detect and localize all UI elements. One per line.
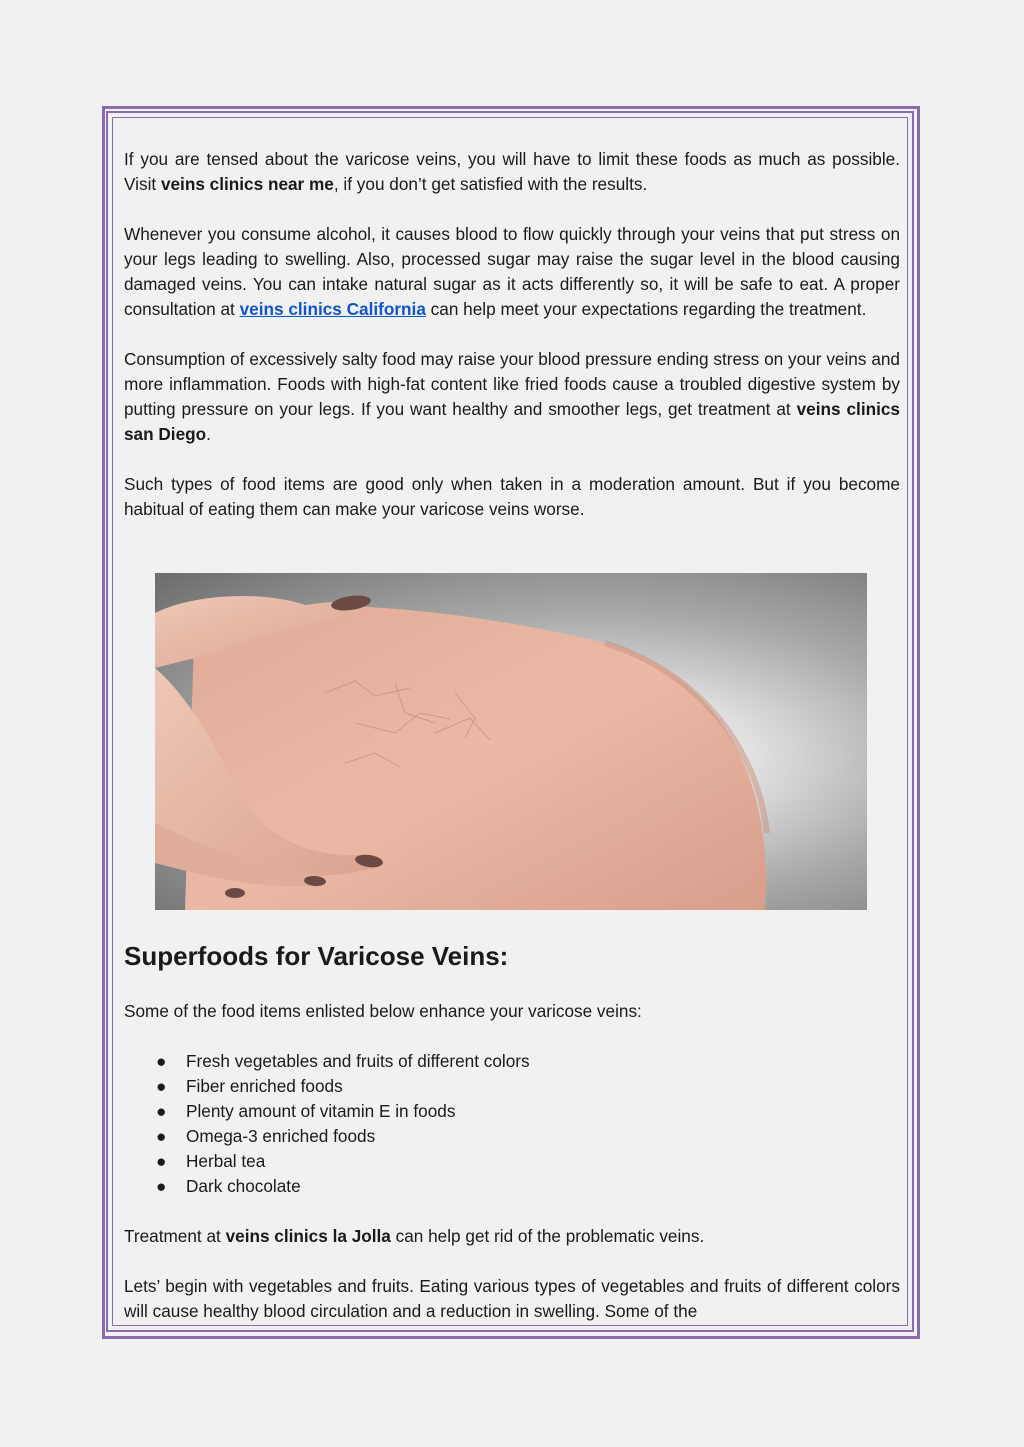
- paragraph-text: Consumption of excessively salty food may raise your blood pressure ending stress on your veins and more inflammation. Foods with high-fat content like fried foods cause a troubled digestive system by putting pressure on your legs. If you want healthy and smoother legs, get treatment at: [124, 349, 900, 419]
- paragraph-text: If you are tensed about the varicose veins, you will have to limit these foods as much as possible. Visit: [124, 149, 900, 194]
- list-item-text: Dark chocolate: [186, 1176, 301, 1196]
- list-item-text: Fiber enriched foods: [186, 1076, 343, 1096]
- paragraph-alcohol-sugar: [124, 222, 900, 322]
- bullet-icon: ●: [156, 1126, 167, 1146]
- bold-keyword-la-jolla: veins clinics la Jolla: [225, 1226, 391, 1246]
- list-item: [124, 1124, 900, 1149]
- paragraph-text: Whenever you consume alcohol, it causes blood to flow quickly through your veins that put stress on your legs leading to swelling. Also, processed sugar may raise the sugar level in the blood causing damaged veins. You can intake natural sugar as it acts differently so, it will be safe to eat. A proper consultation at: [124, 224, 900, 319]
- paragraph-text: Treatment at: [124, 1226, 226, 1246]
- paragraph-text: can help get rid of the problematic veins.: [390, 1226, 705, 1246]
- section-intro: Some of the food items enlisted below enhance your varicose veins:: [124, 1001, 642, 1021]
- paragraph-moderation: Such types of food items are good only when taken in a moderation amount. But if you become habitual of eating them can make your varicose veins worse.: [124, 474, 900, 519]
- list-item-text: Herbal tea: [186, 1151, 266, 1171]
- leg-varicose-veins-photo: [155, 573, 867, 910]
- paragraph-limit-foods: [124, 147, 900, 197]
- paragraph-treatment: [124, 1224, 900, 1249]
- link-veins-clinics-california[interactable]: veins clinics California: [239, 299, 426, 319]
- bullet-icon: ●: [156, 1051, 167, 1071]
- article-body: [124, 147, 900, 547]
- list-item: [124, 1149, 900, 1174]
- list-item: [124, 1099, 900, 1124]
- list-item-text: Omega-3 enriched foods: [186, 1126, 376, 1146]
- list-item-text: Fresh vegetables and fruits of different colors: [186, 1051, 530, 1071]
- paragraph-text: can help meet your expectations regarding the treatment.: [425, 299, 867, 319]
- section-heading: Superfoods for Varicose Veins:: [124, 941, 509, 971]
- paragraph-salty-food: [124, 347, 900, 447]
- list-item: [124, 1049, 900, 1074]
- list-item: [124, 1174, 900, 1199]
- paragraph-text: .: [206, 424, 211, 444]
- article-tail: [124, 1224, 900, 1349]
- bullet-icon: ●: [156, 1076, 167, 1096]
- paragraph-text: , if you don’t get satisfied with the results.: [333, 174, 648, 194]
- bullet-icon: ●: [156, 1176, 167, 1196]
- list-item-text: Plenty amount of vitamin E in foods: [186, 1101, 456, 1121]
- paragraph-vegetables-fruits: Lets’ begin with vegetables and fruits. Eating various types of vegetables and fruits of different colors will cause healthy blood circulation and a reduction in swelling. Some of the: [124, 1276, 900, 1321]
- bold-keyword-san-diego: veins clinics san Diego: [124, 399, 900, 444]
- superfoods-list: [124, 1049, 900, 1199]
- leg-photo-illustration: [155, 573, 867, 910]
- bold-keyword-near-me: veins clinics near me: [160, 174, 334, 194]
- bullet-icon: ●: [156, 1151, 167, 1171]
- bullet-icon: ●: [156, 1101, 167, 1121]
- list-item: [124, 1074, 900, 1099]
